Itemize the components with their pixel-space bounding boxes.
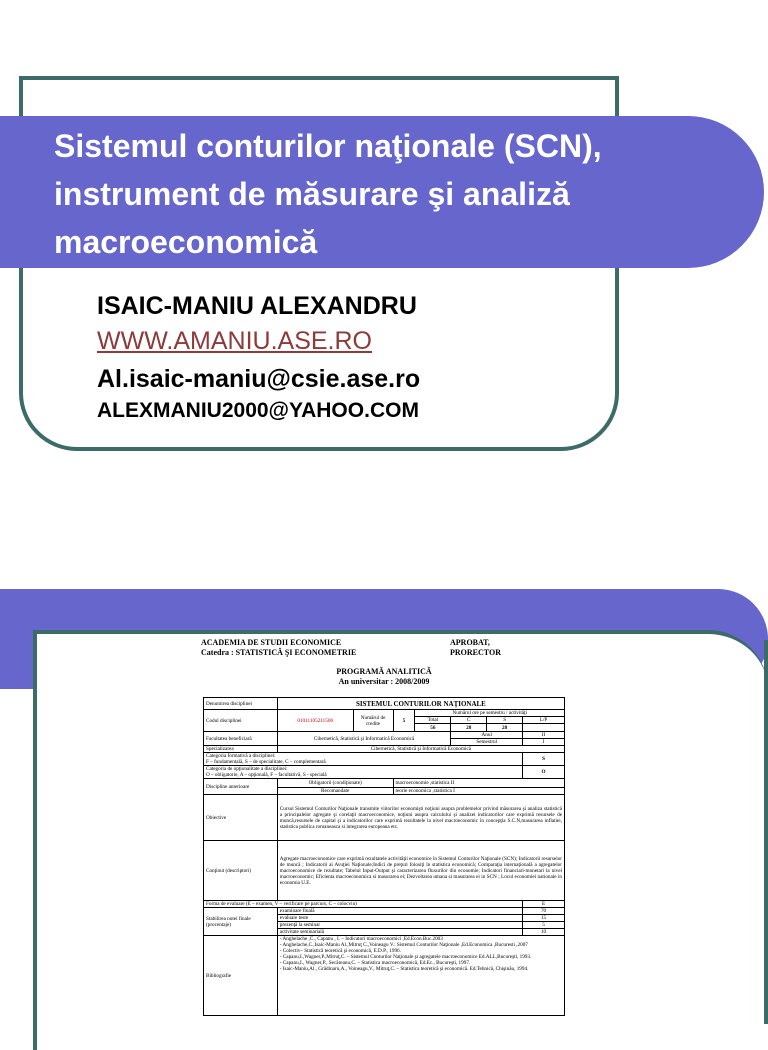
academic-year: An universitar : 2008/2009 bbox=[338, 677, 430, 686]
institution-name: ACADEMIA DE STUDII ECONOMICE bbox=[201, 638, 342, 647]
department-name: Catedra : STATISTICĂ ŞI ECONOMETRIE bbox=[201, 648, 357, 657]
formative-label: Categoria formativă a disciplinei: bbox=[206, 753, 276, 759]
grade-item-value: 15 bbox=[523, 915, 565, 922]
hours-label: Numărul ore pe semestru / activităţi bbox=[415, 710, 565, 717]
biblio-item: - Anghelache ,C., Capanu , I. – Indicatori macroeconomici ,Ed.Econ.Buc.2003 bbox=[279, 936, 443, 942]
biblio-item: - Capanu,I.,Wagner,P.,Mitruţ,C. – Sistemul Conturilor Naţionale şi agregatele macroeconomice Ed.ALL,Bucureşti, 1993. bbox=[279, 954, 532, 960]
optional-cell bbox=[204, 766, 523, 779]
hours-value: 28 bbox=[487, 724, 523, 732]
author-name: ISAIC-MANIU ALEXANDRU bbox=[97, 292, 417, 320]
year-label: Anul bbox=[451, 732, 523, 739]
name-value: SISTEMUL CONTURILOR NAŢIONALE bbox=[277, 698, 564, 710]
prev-recommended-label: Recomandate bbox=[277, 788, 393, 795]
prev-label: Discipline anterioare bbox=[204, 779, 278, 795]
grade-item-label: activitate seminarială bbox=[277, 929, 522, 936]
syllabus-table bbox=[203, 697, 565, 1016]
biblio-item: - Isaic-Maniu,Al., Grădinaru,A., Voineagu,V., Mitruţ,C. – Statistica teoretică şi economică. Ed.Tehnică, Chişinău, 1994. bbox=[279, 966, 529, 972]
name-label: Denumirea disciplinei bbox=[204, 698, 278, 710]
optional-label: Categoria de opţionalitate a disciplinei: bbox=[206, 766, 288, 772]
slide1-title-band bbox=[0, 116, 764, 268]
optional-desc: O – obligatorie, A – opţională, F – facultativă, S - specială bbox=[206, 772, 327, 778]
prev-mandatory-value: macroeconomie ,statistica II bbox=[393, 779, 564, 788]
faculty-value: Cibernetică, Statistică şi Informatică Economică bbox=[277, 732, 451, 746]
email-primary: Al.isaic-maniu@csie.ase.ro bbox=[97, 365, 421, 393]
code-label: Codul disciplinei bbox=[204, 710, 278, 732]
approved-label: APROBAT, bbox=[450, 638, 490, 647]
formative-cell bbox=[204, 753, 523, 766]
semester-label: Semestrul bbox=[451, 739, 523, 746]
content-value: Agregate macroeconomice care exprimă rezultatele activităţii economice în Sistemul Conturilor Naţionale (SCN); Indicatorii resurselor de muncă ; Indicatorii ai Avuţiei Naţionale;Indici de preţuri folosiţi în statistica economică; Comparaţia internaţională a agregatelor macroeconomice de rezultate; Tabelul Input-Output şi caracterizarea fluxurilor din economie; Indicatori financiari-monetari la nivel macroeconomic; Eficienta macroeconomica si masurarea ei; Dezvoltarea umana si masurarea ei in SCN ; Locul economiei nationale in economia U.E. bbox=[277, 841, 564, 901]
hours-header: S bbox=[487, 717, 523, 724]
credits-value: 5 bbox=[393, 710, 415, 732]
optional-value: O bbox=[523, 766, 565, 779]
slide1-title: Sistemul conturilor naţionale (SCN), instrument de măsurare şi analiză macroeconomică bbox=[54, 128, 602, 260]
objectives-value: Cursul Sistemul Conturilor Naţionale transmite viitorilor economişti noţiuni asupra problemelor privind măsurarea şi analiza statistică a principalelor agregate şi corelaţii macroeconomice, noţiuni asupra calculului şi analizei indicatorilor care exprimă resursele de muncă,resursele de capital şi a indicatorilor care exprimă rezultatele la nivel macroeconomic în concepţia S.C.N,masurarea inflatiei, statistica publica romaneasca si integrarea europeana etc. bbox=[277, 795, 564, 841]
grade-item-label: examinare finală bbox=[277, 908, 522, 915]
grade-item-value: 5 bbox=[523, 922, 565, 929]
biblio-item: - Capanu,I., Wagner,P., Secăreanu,C. – Statistica macroeconomică, Ed.Ec., Bucureşti, 1997. bbox=[279, 960, 471, 966]
dean-label: PRORECTOR bbox=[450, 648, 501, 657]
grade-item-label: evaluare teste bbox=[277, 915, 522, 922]
year-value: II bbox=[523, 732, 565, 739]
biblio-label: Bibliografie bbox=[204, 936, 278, 1016]
credits-label: Numărul de credite bbox=[353, 710, 393, 732]
prev-recommended-value: teorie economica ,statistica I bbox=[393, 788, 564, 795]
email-secondary: ALEXMANIU2000@YAHOO.COM bbox=[97, 399, 419, 422]
hours-value bbox=[523, 724, 565, 732]
biblio-item: - Anghelache,C.,Isaic-Maniu Al.,Mitruţ C.,Voineagu V.: Sistemul Conturilor Naţionale ,Ed.Economica ,Bucuresti ,2007 bbox=[279, 942, 528, 948]
grade-item-value: 10 bbox=[523, 929, 565, 936]
grade-item-value: 70 bbox=[523, 908, 565, 915]
biblio-list bbox=[277, 936, 564, 1016]
hours-header: Total bbox=[415, 717, 451, 724]
hours-value: 28 bbox=[451, 724, 487, 732]
grade-item-label: prezenţă la seminar bbox=[277, 922, 522, 929]
code-value: 01011105211506 bbox=[277, 710, 353, 732]
content-label: Conţinut (descriptori) bbox=[204, 841, 278, 901]
hours-header: L/P bbox=[523, 717, 565, 724]
hours-value: 56 bbox=[415, 724, 451, 732]
spec-value: Cibernetică, Statistică şi Informatică Economică bbox=[277, 746, 564, 753]
eval-value: E bbox=[523, 901, 565, 908]
biblio-item: - Colectiv– Statistică teoretică şi economică, E.D.P., 1996. bbox=[279, 948, 401, 954]
hours-header: C bbox=[451, 717, 487, 724]
grade-label: Stabilirea notei finale (procentaje) bbox=[204, 908, 278, 936]
prev-mandatory-label: Obligatorii (condiţionate) bbox=[277, 779, 393, 788]
eval-label: Forma de evaluare (E – examen, V – verificare pe parcurs, C – colocviu) bbox=[204, 901, 523, 908]
semester-value: I bbox=[523, 739, 565, 746]
slide2-frame-edge bbox=[736, 640, 768, 1024]
website-link[interactable]: WWW.AMANIU.ASE.RO bbox=[97, 327, 372, 355]
program-title: PROGRAMĂ ANALITICĂ bbox=[336, 667, 432, 676]
objectives-label: Obiective bbox=[204, 795, 278, 841]
formative-value: S bbox=[523, 753, 565, 766]
formative-desc: F – fundamentală, S – de specialitate, C – complementară bbox=[206, 759, 326, 765]
spec-label: Specializarea bbox=[204, 746, 278, 753]
faculty-label: Facultatea beneficiară bbox=[204, 732, 278, 746]
